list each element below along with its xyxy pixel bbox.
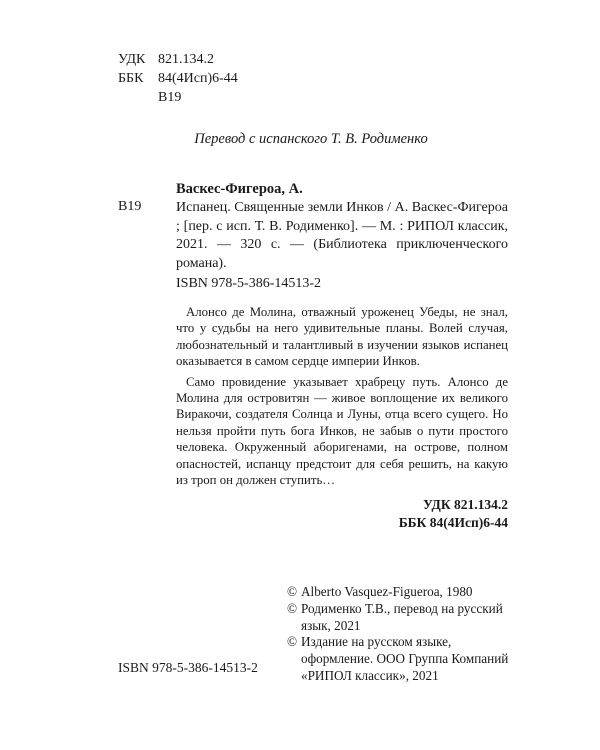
copyright-icon: © (287, 634, 298, 650)
annotation-paragraph: Алонсо де Молина, отважный уроженец Убеды, не знал, что у судьбы на него удивительные планы. Волей случая, любознательный и талантливый в изучении языков испанец оказывается в самом сердце империи Инков. (176, 305, 508, 369)
udk-row (118, 50, 238, 69)
bibliographic-description: Испанец. Священные земли Инков / А. Васкес-Фигероа ; [пер. с исп. Т. В. Родименко]. — М. : РИПОЛ классик, 2021. — 320 с. — (Библиотека приключенческого романа). (176, 200, 508, 271)
copyright-item (287, 634, 517, 684)
copyright-icon: © (287, 584, 298, 599)
udk-label: УДК (118, 52, 146, 67)
bbk-row (118, 69, 238, 88)
classification-codes (118, 50, 238, 107)
copyright-item (287, 601, 517, 635)
udk-value: 821.134.2 (158, 52, 214, 67)
udk-right: УДК 821.134.2 (423, 497, 508, 512)
isbn-bottom: ISBN 978-5-386-14513-2 (118, 660, 258, 675)
copyright-text: Alberto Vasquez-Figueroa, 1980 (301, 584, 473, 599)
bbk-label: ББК (118, 71, 144, 86)
copyright-icon: © (287, 600, 298, 616)
bbk-value: 84(4Исп)6-44 (158, 71, 238, 86)
copyright-block (287, 584, 517, 685)
copyright-item (287, 584, 517, 601)
author-code: В19 (158, 90, 182, 105)
copyright-text: Издание на русском языке, оформление. ООО Группа Компаний «РИПОЛ классик», 2021 (301, 634, 509, 683)
author-heading: Васкес-Фигероа, А. (176, 181, 303, 197)
annotation (176, 304, 508, 492)
author-code-row (118, 88, 238, 107)
isbn-line: ISBN 978-5-386-14513-2 (176, 276, 322, 291)
translator-note: Перевод с испанского Т. В. Родименко (194, 131, 428, 147)
bbk-right: ББК 84(4Исп)6-44 (398, 515, 508, 530)
copyright-text: Родименко Т.В., перевод на русский язык, 2021 (301, 600, 503, 633)
classification-codes-right (399, 496, 508, 532)
annotation-paragraph: Само провидение указывает храбрецу путь. Алонсо де Молина для островитян — живое воплощение их великого Виракочи, создателя Солнца и Луны, отца всего сущего. Но нельзя пройти путь бога Инков, не забыв о пути простого человека. Окруженный аборигенами, на острове, полном опасностей, испанцу предстоит для себя решить, на какую из троп он должен ступить… (176, 374, 508, 488)
bib-code: В19 (118, 199, 142, 214)
